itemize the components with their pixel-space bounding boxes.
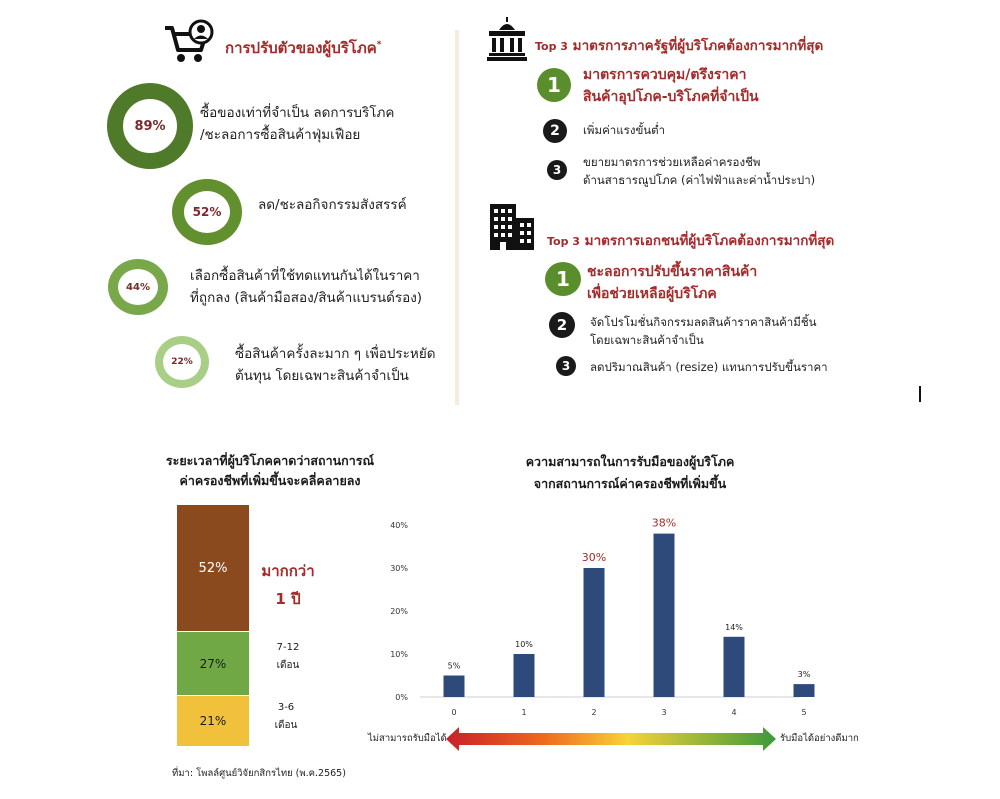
- government-building-icon: [487, 16, 527, 62]
- gov-top3-prefix: Top 3: [535, 40, 568, 53]
- private-top3-title-text: มาตรการเอกชนที่ผู้บริโภคต้องการมากที่สุด: [584, 233, 835, 249]
- adjust-item-4-line2: ต้นทุน โดยเฉพาะสินค้าจำเป็น: [235, 368, 409, 384]
- cart-person-icon: [163, 18, 215, 66]
- x-tick-label: 3: [661, 708, 667, 717]
- coping-bar-chart: [380, 500, 820, 725]
- donut-44: [108, 259, 168, 315]
- duration-seg-3: [177, 696, 249, 746]
- private-item-1-text: [587, 261, 757, 305]
- duration-seg-3-percent: 21%: [199, 714, 227, 728]
- x-tick-label: 2: [591, 708, 597, 717]
- private-top3-title: [547, 229, 834, 251]
- private-item-2-number: [549, 312, 575, 338]
- adjust-item-3-line2: ที่ถูกลง (สินค้ามือสอง/สินค้าแบรนด์รอง): [190, 290, 423, 306]
- duration-title-line1: ระยะเวลาที่ผู้บริโภคคาดว่าสถานการณ์: [165, 453, 375, 468]
- text-cursor: [919, 386, 921, 402]
- gov-item-3-text: [583, 153, 815, 189]
- gov-item-1-text: [583, 64, 759, 108]
- adjust-item-1-text: [200, 102, 394, 146]
- donut-22: [155, 336, 209, 388]
- duration-seg-2-label-line1: 7-12: [276, 642, 300, 653]
- y-tick-label: 30%: [390, 564, 408, 573]
- gov-item-3-number-text: 3: [552, 163, 562, 177]
- adjust-item-4-text: [235, 343, 436, 387]
- donut-52-label: 52%: [192, 205, 222, 219]
- duration-seg-1-label-line2: 1 ปี: [275, 590, 301, 608]
- gov-item-2-number: [543, 119, 567, 143]
- private-top3-prefix: Top 3: [547, 235, 580, 248]
- private-item-3-number: [556, 356, 576, 376]
- duration-seg-3-label-line2: เดือน: [274, 720, 298, 731]
- consumer-adjust-title-text: การปรับตัวของผู้บริโภค: [225, 39, 377, 57]
- scale-gradient-arrow: [446, 726, 776, 752]
- gov-item-3-number: [547, 160, 567, 180]
- duration-seg-3-label-line1: 3-6: [277, 702, 295, 713]
- x-tick-label: 0: [451, 708, 457, 717]
- private-item-2-line1: จัดโปรโมชั่นกิจกรรมลดสินค้าราคาสินค้ามีชิ้น: [590, 315, 817, 329]
- gov-item-2-line1: เพิ่มค่าแรงขั้นต่ำ: [583, 123, 666, 137]
- gov-top3-title: [535, 34, 823, 56]
- gov-item-3-line1: ขยายมาตรการช่วยเหลือค่าครองชีพ: [583, 155, 761, 169]
- bar: [794, 684, 815, 697]
- y-tick-label: 0%: [395, 693, 408, 702]
- bar: [514, 654, 535, 697]
- bar: [724, 637, 745, 697]
- bar: [654, 534, 675, 697]
- office-building-icon: [488, 202, 536, 252]
- donut-52: [172, 179, 242, 245]
- x-tick-label: 4: [731, 708, 737, 717]
- gov-item-2-text: [583, 121, 665, 139]
- duration-seg-2-percent: 27%: [199, 656, 227, 671]
- x-tick-label: 5: [801, 708, 807, 717]
- gov-item-1-number-text: 1: [547, 73, 561, 97]
- gov-item-1-number: [537, 68, 571, 102]
- gov-item-1-line1: มาตรการควบคุม/ตรึงราคา: [583, 67, 747, 83]
- bar-value-label: 30%: [581, 551, 607, 564]
- coping-chart-title-line2: จากสถานการณ์ค่าครองชีพที่เพิ่มขึ้น: [533, 476, 727, 491]
- x-tick-label: 1: [521, 708, 527, 717]
- bar: [584, 568, 605, 697]
- adjust-item-3-line1: เลือกซื้อสินค้าที่ใช้ทดแทนกันได้ในราคา: [190, 268, 420, 284]
- private-item-2-text: [590, 313, 817, 349]
- bar-value-label: 5%: [447, 661, 461, 671]
- bar-value-label: 14%: [725, 622, 743, 632]
- duration-seg-2-label: [270, 639, 306, 675]
- donut-89: [107, 83, 193, 169]
- adjust-item-3-text: [190, 265, 422, 309]
- consumer-adjust-title: [225, 36, 381, 60]
- donut-44-label: 44%: [126, 281, 150, 293]
- donut-89-label: 89%: [134, 118, 166, 134]
- private-item-3-number-text: 3: [561, 359, 571, 373]
- adjust-item-1-line2: /ชะลอการซื้อสินค้าฟุ่มเฟือย: [200, 127, 361, 143]
- duration-seg-1-percent: 52%: [198, 560, 228, 576]
- duration-seg-2: [177, 632, 249, 695]
- duration-seg-1-label-line1: มากกว่า: [261, 562, 315, 580]
- duration-seg-2-label-line2: เดือน: [276, 660, 300, 671]
- duration-seg-1-label: [258, 557, 318, 613]
- bar: [444, 676, 465, 698]
- duration-title-line2: ค่าครองชีพที่เพิ่มขึ้นจะคลี่คลายลง: [179, 473, 361, 488]
- scale-right-label: รับมือได้อย่างดีมาก: [780, 733, 859, 744]
- y-tick-label: 40%: [390, 521, 408, 530]
- y-tick-label: 10%: [390, 650, 408, 659]
- adjust-item-2-text: [258, 194, 407, 216]
- consumer-adjust-title-mark: *: [376, 40, 382, 50]
- private-item-1-line1: ชะลอการปรับขึ้นราคาสินค้า: [587, 264, 758, 280]
- coping-chart-title: [480, 451, 780, 495]
- private-item-3-line1: ลดปริมาณสินค้า (resize) แทนการปรับขึ้นราคา: [590, 360, 828, 374]
- adjust-item-1-line1: ซื้อของเท่าที่จำเป็น ลดการบริโภค: [200, 105, 395, 121]
- adjust-item-2-line1: ลด/ชะลอกิจกรรมสังสรรค์: [258, 197, 407, 213]
- donut-22-label: 22%: [171, 357, 193, 367]
- private-item-1-number: [545, 262, 581, 296]
- private-item-3-text: [590, 358, 828, 376]
- gov-top3-title-text: มาตรการภาครัฐที่ผู้บริโภคต้องการมากที่สุด: [572, 38, 824, 54]
- duration-seg-1: [177, 505, 249, 631]
- private-item-2-number-text: 2: [556, 316, 568, 334]
- source-note: ที่มา: โพลล์ศูนย์วิจัยกสิกรไทย (พ.ค.2565): [172, 768, 346, 779]
- private-item-2-line2: โดยเฉพาะสินค้าจำเป็น: [590, 333, 704, 347]
- scale-left-label: ไม่สามารถรับมือได้: [368, 733, 447, 744]
- bar-value-label: 10%: [515, 640, 533, 649]
- gov-item-1-line2: สินค้าอุปโภค-บริโภคที่จำเป็น: [583, 89, 759, 105]
- bar-value-label: 3%: [797, 670, 811, 680]
- duration-title: [150, 451, 390, 491]
- y-tick-label: 20%: [390, 607, 408, 616]
- coping-chart-title-line1: ความสามารถในการรับมือของผู้บริโภค: [525, 454, 735, 469]
- private-item-1-number-text: 1: [556, 267, 570, 291]
- adjust-item-4-line1: ซื้อสินค้าครั้งละมาก ๆ เพื่อประหยัด: [235, 346, 436, 362]
- gov-item-2-number-text: 2: [550, 123, 560, 139]
- bar-value-label: 38%: [651, 516, 677, 530]
- private-item-1-line2: เพื่อช่วยเหลือผู้บริโภค: [587, 286, 717, 302]
- duration-seg-3-label: [268, 699, 304, 735]
- section-divider: [455, 30, 459, 405]
- gov-item-3-line2: ด้านสาธารณูปโภค (ค่าไฟฟ้าและค่าน้ำประปา): [583, 173, 816, 187]
